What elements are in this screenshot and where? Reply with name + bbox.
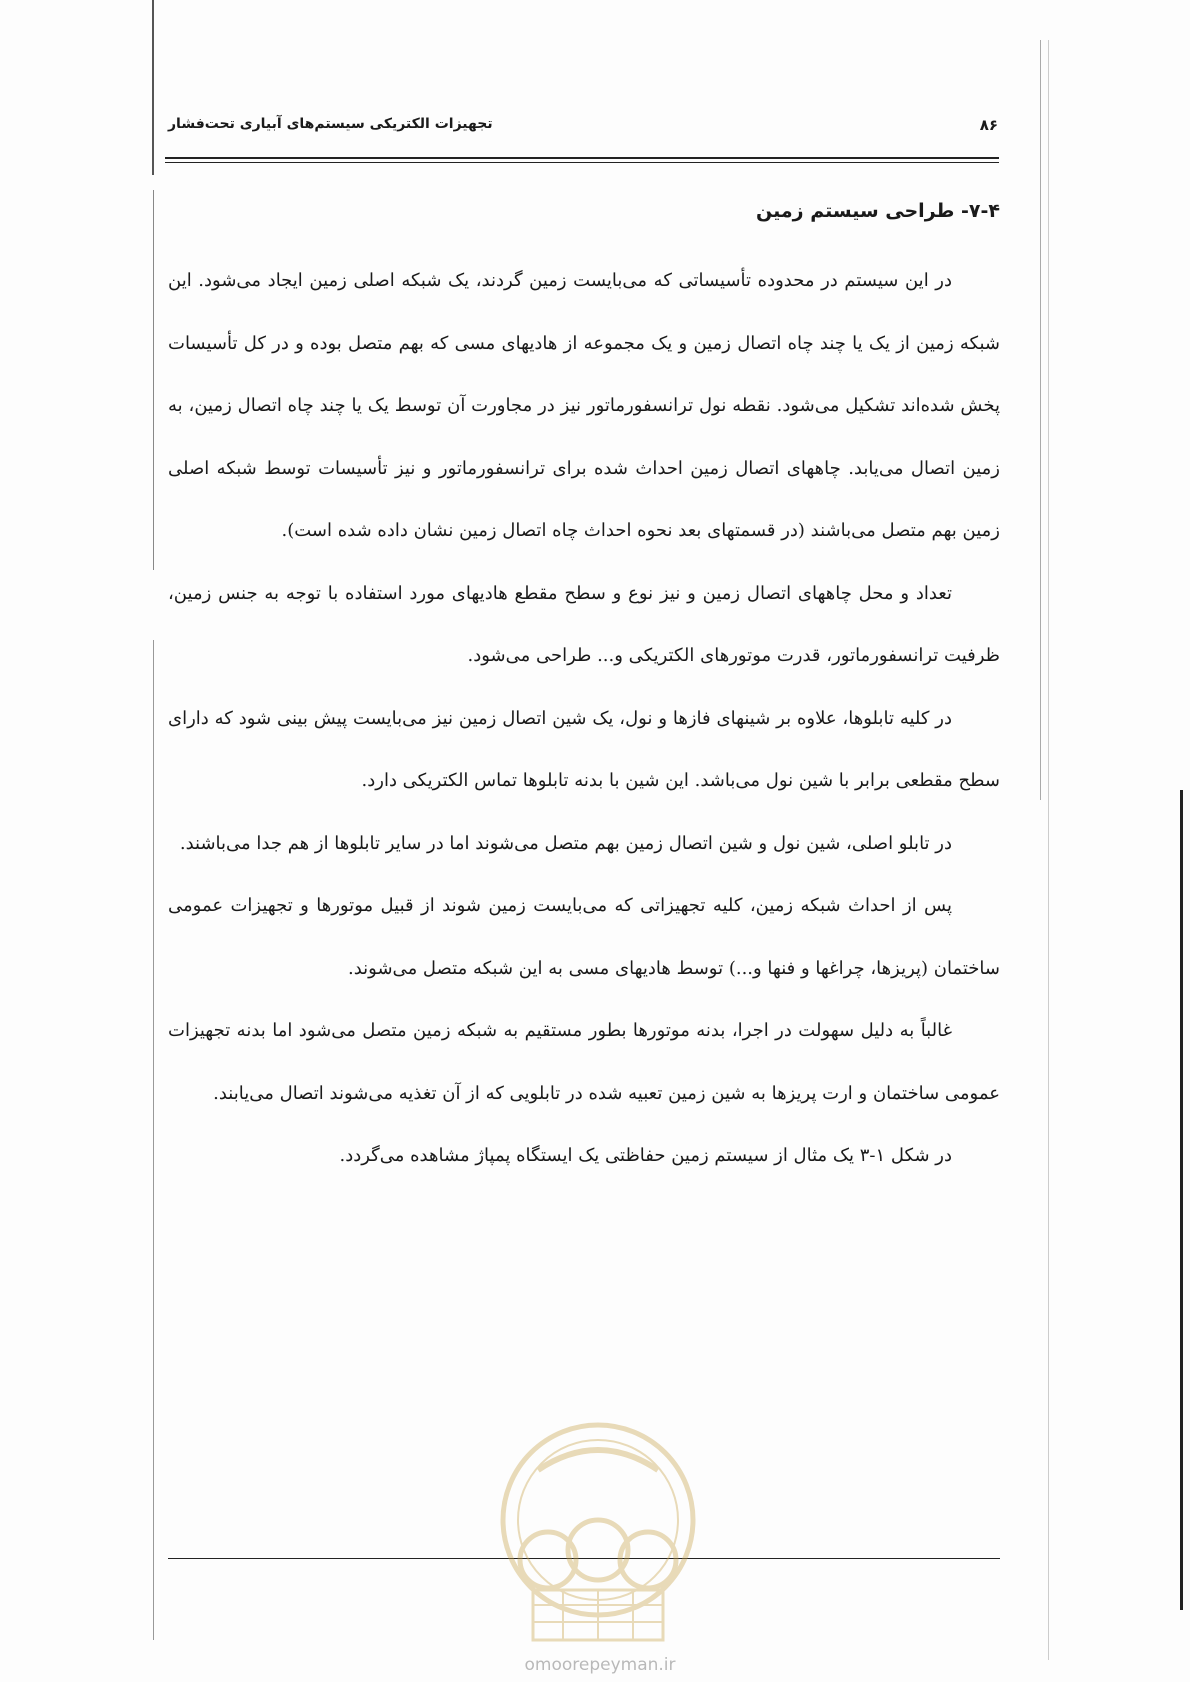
paragraph: غالباً به دلیل سهولت در اجرا، بدنه موتورها بطور مستقیم به شبکه زمین متصل می‌شود اما بدنه تجهیزات عمومی ساختمان و ارت پریزها به شین زمین تعبیه شده در تابلویی که از آن تغذیه می‌شوند اتصال می‌یابند. <box>168 1020 1000 1104</box>
section-body <box>168 196 1000 1188</box>
scan-edge-line <box>152 0 154 175</box>
paragraph: در کلیه تابلوها، علاوه بر شینهای فازها و نول، یک شین اتصال زمین نیز می‌بایست پیش بینی شود که دارای سطح مقطعی برابر با شین نول می‌باشد. این شین با بدنه تابلوها تماس الکتریکی دارد. <box>168 707 1000 791</box>
paragraph: در تابلو اصلی، شین نول و شین اتصال زمین بهم متصل می‌شوند اما در سایر تابلوها از هم جدا می‌باشند. <box>179 832 952 854</box>
watermark-site: omoorepeyman.ir <box>524 1655 676 1675</box>
paragraph: در این سیستم در محدوده تأسیساتی که می‌بایست زمین گردند، یک شبکه اصلی زمین ایجاد می‌شود. این شبکه زمین از یک یا چند چاه اتصال زمین و یک مجموعه از هادیهای مسی که بهم متصل بوده و در کل تأسیسات پخش شده‌اند تشکیل می‌شود. نقطه نول ترانسفورماتور نیز در مجاورت آن توسط یک یا چند چاه اتصال زمین، به زمین اتصال می‌یابد. چاههای اتصال زمین احداث شده برای ترانسفورماتور و نیز تأسیسات توسط شبکه اصلی زمین بهم متصل می‌باشند (در قسمتهای بعد نحوه احداث چاه اتصال زمین نشان داده شده است). <box>168 270 1000 541</box>
scan-edge-line <box>153 190 154 570</box>
page-header <box>168 110 998 140</box>
header-rule <box>165 162 999 163</box>
scan-edge-bar <box>1180 790 1183 1610</box>
paragraph: پس از احداث شبکه زمین، کلیه تجهیزاتی که می‌بایست زمین شوند از قبیل موتورها و تجهیزات عمومی ساختمان (پریزها، چراغها و فنها و...) توسط هادیهای مسی به این شبکه متصل می‌شوند. <box>168 895 1000 979</box>
running-title: تجهیزات الکتریکی سیستم‌های آبیاری تحت‌فشار <box>168 116 493 132</box>
scan-edge-line <box>1040 40 1041 800</box>
section-heading: ۷-۴- طراحی سیستم زمین <box>756 200 1000 222</box>
header-rule <box>165 157 999 159</box>
paragraph: در شکل ۱-۳ یک مثال از سیستم زمین حفاظتی یک ایستگاه پمپاژ مشاهده می‌گردد. <box>339 1145 952 1166</box>
page-number: ۸۶ <box>979 116 998 134</box>
scan-edge-line <box>1048 40 1049 1660</box>
paragraph: تعداد و محل چاههای اتصال زمین و نیز نوع و سطح مقطع هادیهای مورد استفاده با توجه به جنس زمین، ظرفیت ترانسفورماتور، قدرت موتورهای الکتریکی و... طراحی می‌شود. <box>168 582 1000 666</box>
scan-edge-line <box>153 640 154 1640</box>
gear-seal-icon <box>478 1410 718 1650</box>
